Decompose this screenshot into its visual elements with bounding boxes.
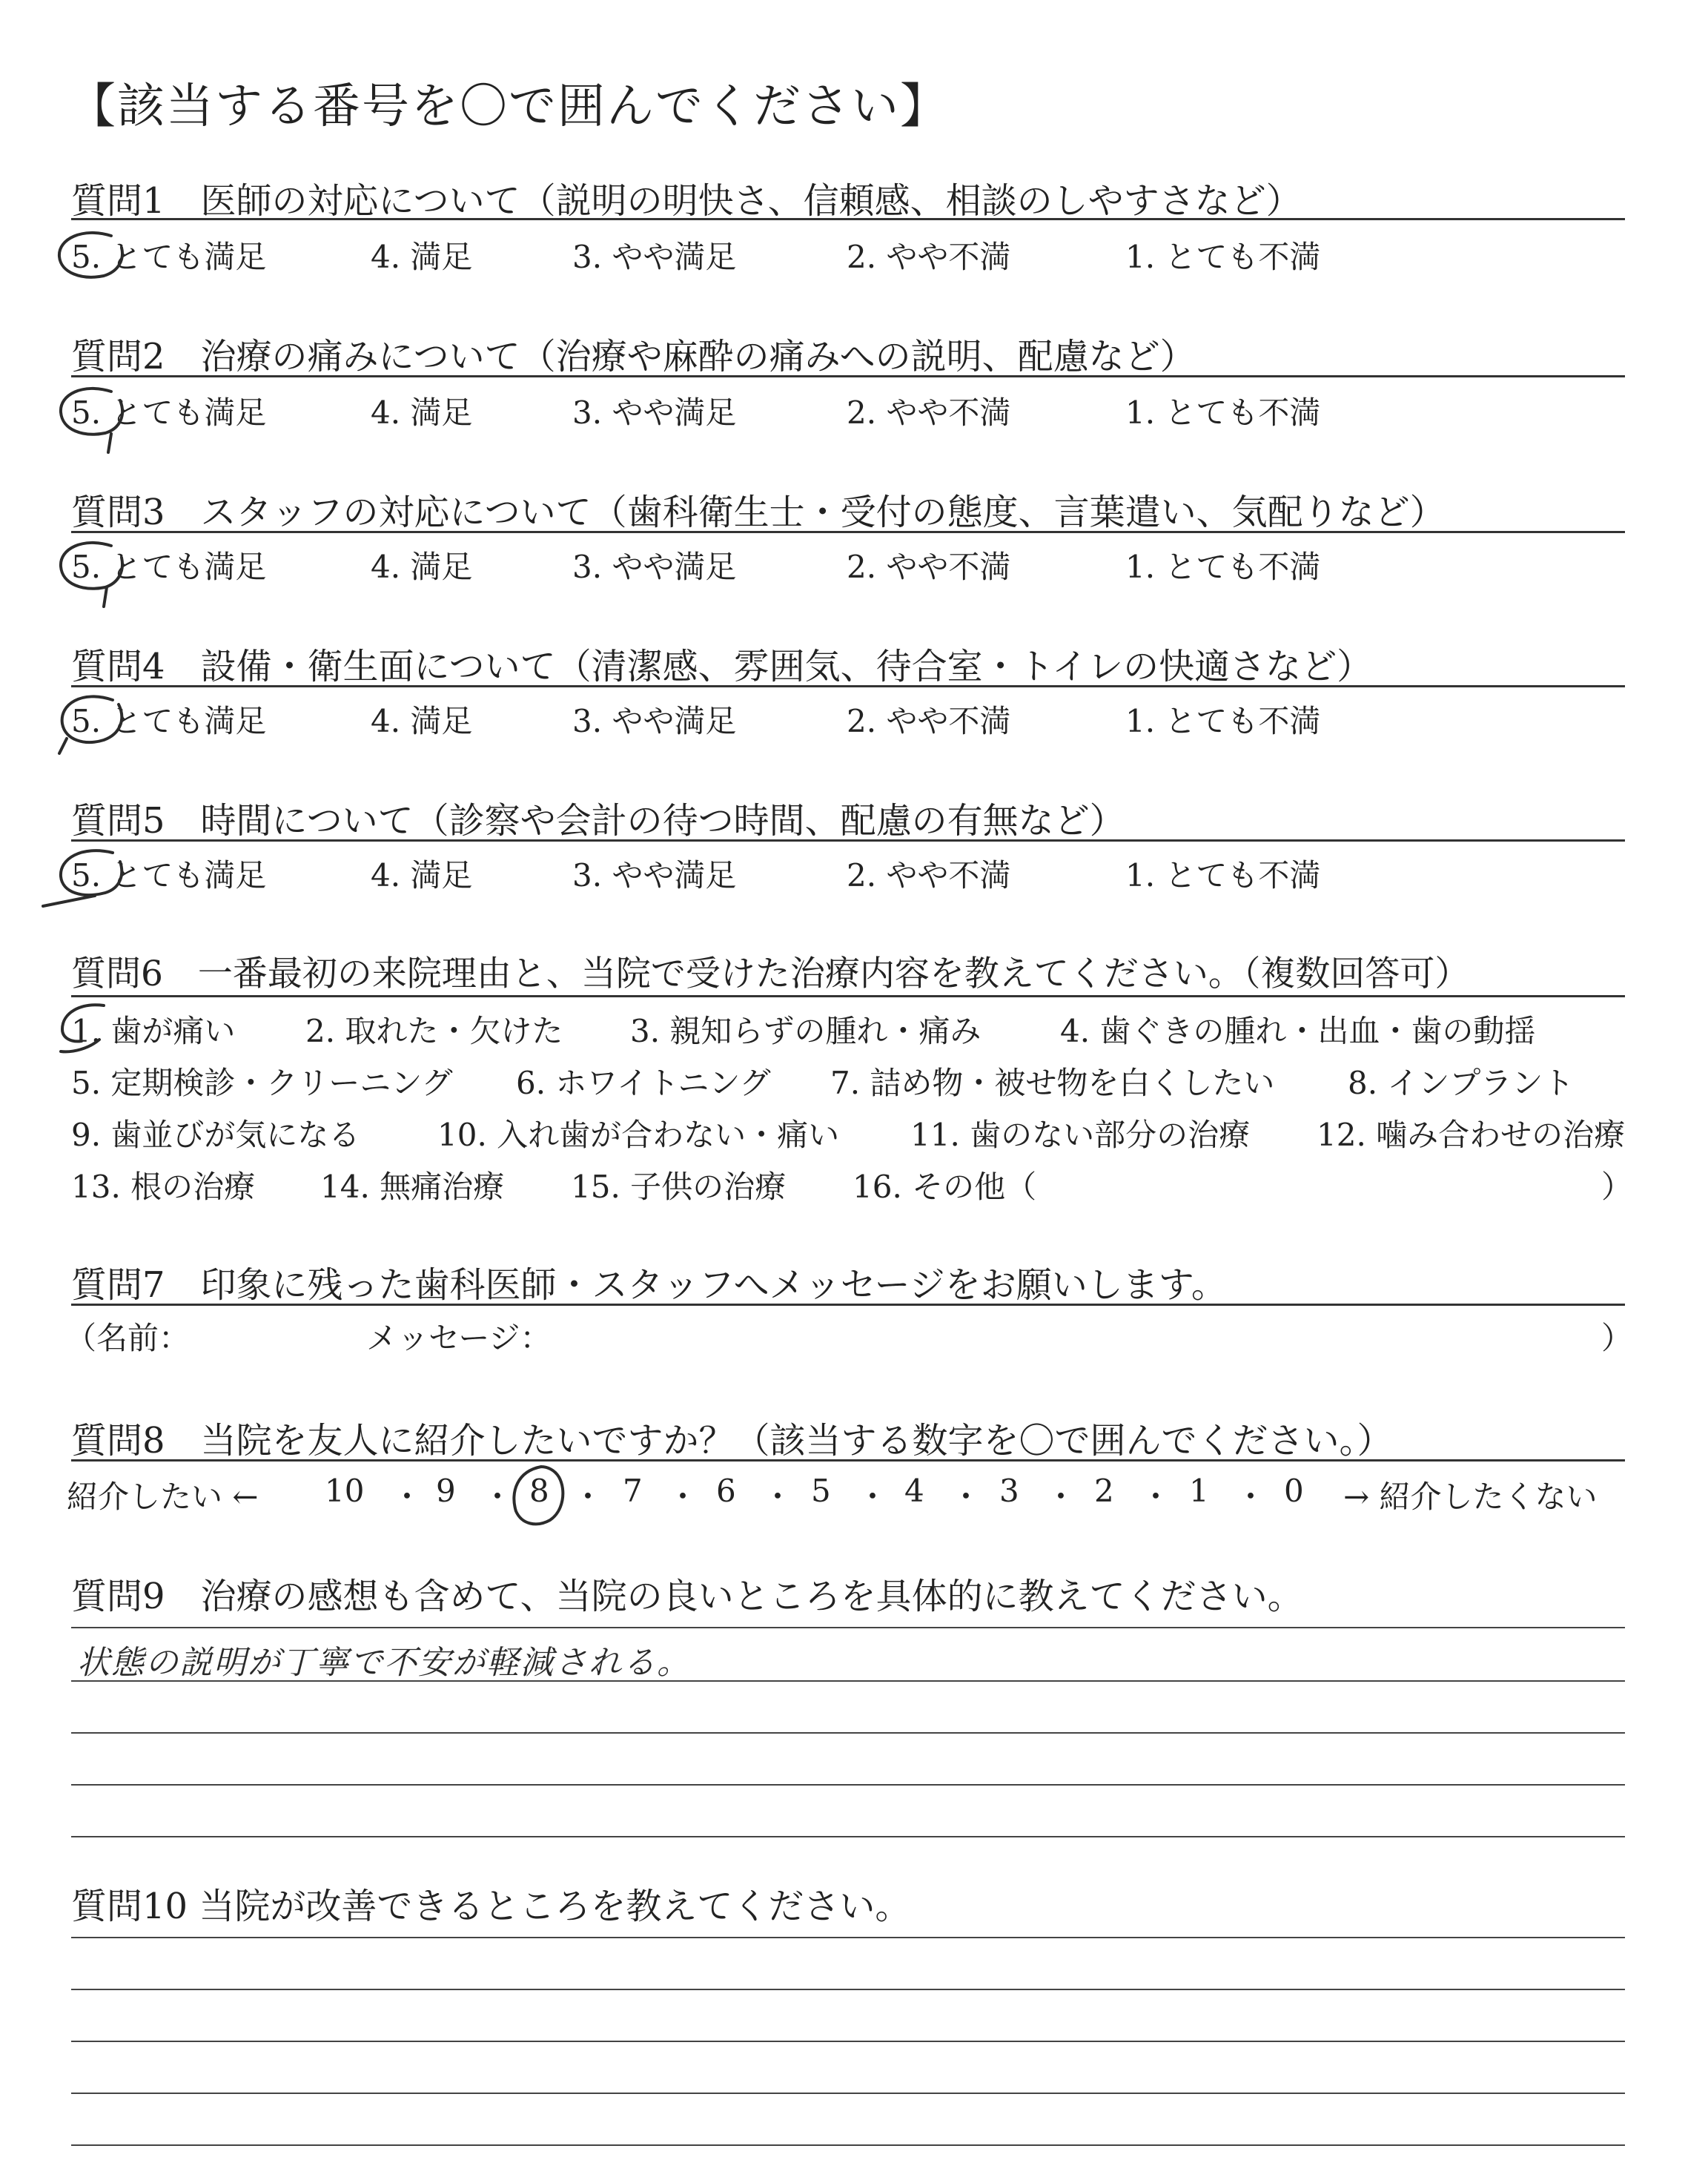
q6-option-6[interactable]: 6. ホワイトニング xyxy=(516,1065,771,1101)
question-3-rule xyxy=(71,531,1625,533)
q8-scale-9[interactable]: 9 xyxy=(436,1473,456,1509)
q8-sep-3: ・ xyxy=(572,1479,604,1515)
q5-option-1[interactable]: 1. とても不満 xyxy=(1125,857,1321,894)
q10-line-4[interactable] xyxy=(71,2093,1625,2094)
q8-scale-3[interactable]: 3 xyxy=(999,1473,1019,1509)
q1-option-5[interactable]: 5. とても満足 xyxy=(71,239,267,275)
q1-option-3[interactable]: 3. やや満足 xyxy=(572,239,737,275)
q9-handwritten-answer[interactable]: 状態の説明が丁寧で不安が軽減される。 xyxy=(77,1644,691,1682)
q8-scale-7[interactable]: 7 xyxy=(623,1473,643,1509)
q2-option-4[interactable]: 4. 満足 xyxy=(371,394,473,431)
q6-option-5[interactable]: 5. 定期検診・クリーニング xyxy=(71,1065,453,1101)
q4-option-4[interactable]: 4. 満足 xyxy=(371,703,473,739)
question-6-rule xyxy=(71,995,1625,997)
q6-option-9[interactable]: 9. 歯並びが気になる xyxy=(71,1117,360,1153)
q9-line-2[interactable] xyxy=(71,1680,1625,1682)
q8-sep-6: ・ xyxy=(857,1479,889,1515)
q9-line-5[interactable] xyxy=(71,1836,1625,1837)
question-2-label: 質問2 治療の痛みについて（治療や麻酔の痛みへの説明、配慮など） xyxy=(71,336,1196,377)
question-8-label: 質問8 当院を友人に紹介したいですか？（該当する数字を〇で囲んでください。） xyxy=(71,1420,1393,1462)
q6-option-15[interactable]: 15. 子供の治療 xyxy=(571,1169,787,1205)
question-7-label: 質問7 印象に残った歯科医師・スタッフへメッセージをお願いします。 xyxy=(71,1264,1227,1306)
q7-name-label: （名前： xyxy=(65,1320,191,1356)
q4-option-1[interactable]: 1. とても不満 xyxy=(1125,703,1321,739)
question-2-rule xyxy=(71,375,1625,377)
question-5-label: 質問5 時間について（診察や会計の待つ時間、配慮の有無など） xyxy=(71,800,1125,842)
q8-sep-4: ・ xyxy=(667,1479,699,1515)
question-5-rule xyxy=(71,839,1625,842)
q8-scale-1[interactable]: 1 xyxy=(1189,1473,1209,1509)
question-1-label: 質問1 医師の対応について（説明の明快さ、信頼感、相談のしやすさなど） xyxy=(71,180,1302,222)
q4-option-3[interactable]: 3. やや満足 xyxy=(572,703,737,739)
q7-message-label: メッセージ： xyxy=(366,1320,552,1356)
q8-sep-9: ・ xyxy=(1140,1479,1172,1515)
q1-option-2[interactable]: 2. やや不満 xyxy=(847,239,1011,275)
q6-option-8[interactable]: 8. インプラント xyxy=(1348,1065,1575,1101)
q8-right-label: → 紹介したくない xyxy=(1343,1479,1598,1515)
question-10-label: 質問10 当院が改善できるところを教えてください。 xyxy=(71,1886,911,1927)
q5-option-2[interactable]: 2. やや不満 xyxy=(847,857,1011,894)
q10-line-3[interactable] xyxy=(71,2041,1625,2042)
question-9-label: 質問9 治療の感想も含めて、当院の良いところを具体的に教えてください。 xyxy=(71,1576,1303,1617)
q2-option-3[interactable]: 3. やや満足 xyxy=(572,394,737,431)
q4-option-2[interactable]: 2. やや不満 xyxy=(847,703,1011,739)
q3-option-4[interactable]: 4. 満足 xyxy=(371,549,473,585)
q5-option-5[interactable]: 5. とても満足 xyxy=(71,857,267,894)
q6-option-14[interactable]: 14. 無痛治療 xyxy=(320,1169,505,1205)
question-6-label: 質問6 一番最初の来院理由と、当院で受けた治療内容を教えてください。（複数回答可） xyxy=(71,954,1470,994)
q10-line-5[interactable] xyxy=(71,2144,1625,2146)
q10-line-1[interactable] xyxy=(71,1937,1625,1938)
q8-scale-2[interactable]: 2 xyxy=(1094,1473,1114,1509)
q5-option-4[interactable]: 4. 満足 xyxy=(371,857,473,894)
q9-line-4[interactable] xyxy=(71,1784,1625,1786)
q8-scale-10[interactable]: 10 xyxy=(325,1473,365,1509)
question-7-rule xyxy=(71,1304,1625,1306)
q6-option-16[interactable]: 16. その他（ xyxy=(853,1169,1037,1205)
q4-option-5[interactable]: 5. とても満足 xyxy=(71,703,267,739)
q6-option-11[interactable]: 11. 歯のない部分の治療 xyxy=(910,1117,1251,1153)
question-3-label: 質問3 スタッフの対応について（歯科衛生士・受付の態度、言葉遣い、気配りなど） xyxy=(71,492,1446,533)
q9-line-3[interactable] xyxy=(71,1732,1625,1734)
question-8-rule xyxy=(71,1459,1625,1462)
q6-option-1[interactable]: 1. 歯が痛い xyxy=(71,1013,236,1049)
q2-option-1[interactable]: 1. とても不満 xyxy=(1125,394,1321,431)
q6-option-13[interactable]: 13. 根の治療 xyxy=(71,1169,256,1205)
q6-option-3[interactable]: 3. 親知らずの腫れ・痛み xyxy=(630,1013,982,1049)
q6-option-10[interactable]: 10. 入れ歯が合わない・痛い xyxy=(437,1117,840,1153)
q8-sep-5: ・ xyxy=(762,1479,794,1515)
q6-option-7[interactable]: 7. 詰め物・被せ物を白くしたい xyxy=(830,1065,1275,1101)
q2-option-2[interactable]: 2. やや不満 xyxy=(847,394,1011,431)
q10-line-2[interactable] xyxy=(71,1989,1625,1990)
q8-scale-8[interactable]: 8 xyxy=(529,1473,549,1509)
question-4-label: 質問4 設備・衛生面について（清潔感、雰囲気、待合室・トイレの快適さなど） xyxy=(71,646,1373,687)
q8-sep-7: ・ xyxy=(950,1479,982,1515)
q8-sep-2: ・ xyxy=(482,1479,514,1515)
question-1-rule xyxy=(71,218,1625,220)
q8-scale-4[interactable]: 4 xyxy=(904,1473,924,1509)
q6-option-4[interactable]: 4. 歯ぐきの腫れ・出血・歯の動揺 xyxy=(1060,1013,1536,1049)
q3-option-2[interactable]: 2. やや不満 xyxy=(847,549,1011,585)
q6-other-close-paren: ） xyxy=(1601,1169,1633,1205)
q8-scale-6[interactable]: 6 xyxy=(716,1473,736,1509)
q8-sep-10: ・ xyxy=(1235,1479,1267,1515)
q3-option-5[interactable]: 5. とても満足 xyxy=(71,549,267,585)
q6-option-2[interactable]: 2. 取れた・欠けた xyxy=(305,1013,563,1049)
q8-scale-0[interactable]: 0 xyxy=(1284,1473,1304,1509)
q8-left-label: 紹介したい ← xyxy=(67,1479,259,1515)
q2-option-5[interactable]: 5. とても満足 xyxy=(71,394,267,431)
question-4-rule xyxy=(71,685,1625,687)
q8-sep-8: ・ xyxy=(1045,1479,1077,1515)
q1-option-1[interactable]: 1. とても不満 xyxy=(1125,239,1321,275)
form-title: 【該当する番号を〇で囲んでください】 xyxy=(68,79,949,134)
q5-option-3[interactable]: 3. やや満足 xyxy=(572,857,737,894)
q1-option-4[interactable]: 4. 満足 xyxy=(371,239,473,275)
q8-scale-5[interactable]: 5 xyxy=(811,1473,831,1509)
q7-close-paren: ） xyxy=(1601,1320,1633,1356)
q6-option-12[interactable]: 12. 噛み合わせの治療 xyxy=(1317,1117,1626,1153)
q8-sep-1: ・ xyxy=(391,1479,423,1515)
q3-option-3[interactable]: 3. やや満足 xyxy=(572,549,737,585)
q9-line-1 xyxy=(71,1627,1625,1628)
q3-option-1[interactable]: 1. とても不満 xyxy=(1125,549,1321,585)
